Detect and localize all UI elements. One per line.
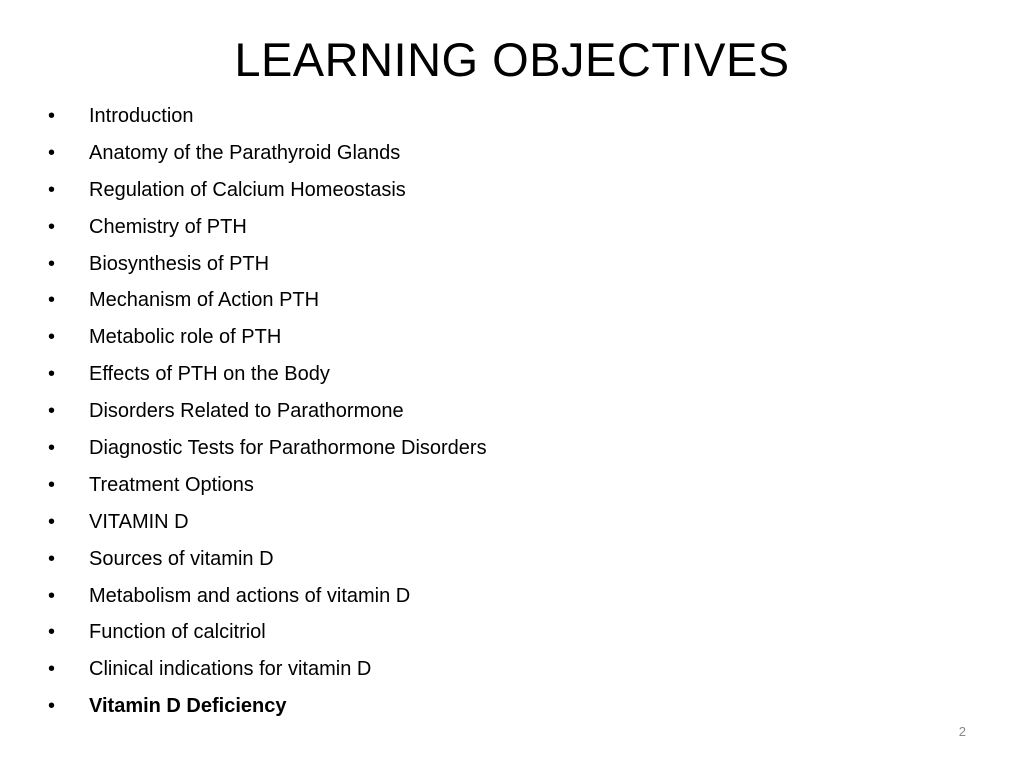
bullet-icon: • xyxy=(48,105,56,127)
objective-label: Clinical indications for vitamin D xyxy=(89,658,372,681)
objective-item-emphasized xyxy=(48,688,487,725)
objective-item xyxy=(48,504,487,541)
objective-item xyxy=(48,651,487,688)
objective-label: Diagnostic Tests for Parathormone Disorders xyxy=(89,437,487,460)
objective-item xyxy=(48,98,487,135)
objective-label: VITAMIN D xyxy=(89,510,189,533)
bullet-icon: • xyxy=(48,621,56,644)
objective-label: Mechanism of Action PTH xyxy=(89,289,320,312)
bullet-icon: • xyxy=(48,437,56,460)
objective-item xyxy=(48,614,487,651)
objective-item xyxy=(48,393,487,430)
objective-label: Function of calcitriol xyxy=(89,621,266,644)
objective-label: Biosynthesis of PTH xyxy=(89,252,270,275)
objective-item xyxy=(48,282,487,319)
bullet-icon: • xyxy=(48,141,56,164)
bullet-icon: • xyxy=(48,326,56,349)
objective-label: Treatment Options xyxy=(89,473,254,496)
objective-label: Metabolic role of PTH xyxy=(89,326,282,349)
bullet-icon: • xyxy=(48,215,56,238)
bullet-icon: • xyxy=(48,400,56,423)
objective-label: Chemistry of PTH xyxy=(89,215,247,238)
objective-label: Anatomy of the Parathyroid Glands xyxy=(89,141,401,164)
objective-item xyxy=(48,246,487,283)
bullet-icon: • xyxy=(48,658,56,681)
slide-title: LEARNING OBJECTIVES xyxy=(234,33,790,86)
objective-item xyxy=(48,172,487,209)
objective-label: Regulation of Calcium Homeostasis xyxy=(89,178,406,201)
bullet-icon: • xyxy=(48,178,56,201)
objective-label: Introduction xyxy=(89,105,194,127)
bullet-icon: • xyxy=(48,289,56,312)
objectives-list xyxy=(48,98,487,725)
bullet-icon: • xyxy=(48,473,56,496)
bullet-icon: • xyxy=(48,695,56,718)
bullet-icon: • xyxy=(48,363,56,386)
objective-item xyxy=(48,430,487,467)
slide-number: 2 xyxy=(958,724,966,739)
objective-item xyxy=(48,319,487,356)
bullet-icon: • xyxy=(48,584,56,607)
objective-item xyxy=(48,135,487,172)
objective-item xyxy=(48,209,487,246)
objective-label: Effects of PTH on the Body xyxy=(89,363,330,386)
objective-item xyxy=(48,578,487,615)
objective-label: Sources of vitamin D xyxy=(89,547,274,570)
objective-item xyxy=(48,356,487,393)
bullet-icon: • xyxy=(48,252,56,275)
bullet-icon: • xyxy=(48,510,56,533)
objective-label: Vitamin D Deficiency xyxy=(89,695,287,718)
objective-label: Disorders Related to Parathormone xyxy=(89,400,404,423)
objective-label: Metabolism and actions of vitamin D xyxy=(89,584,411,607)
bullet-icon: • xyxy=(48,547,56,570)
objective-item xyxy=(48,541,487,578)
objective-item xyxy=(48,467,487,504)
